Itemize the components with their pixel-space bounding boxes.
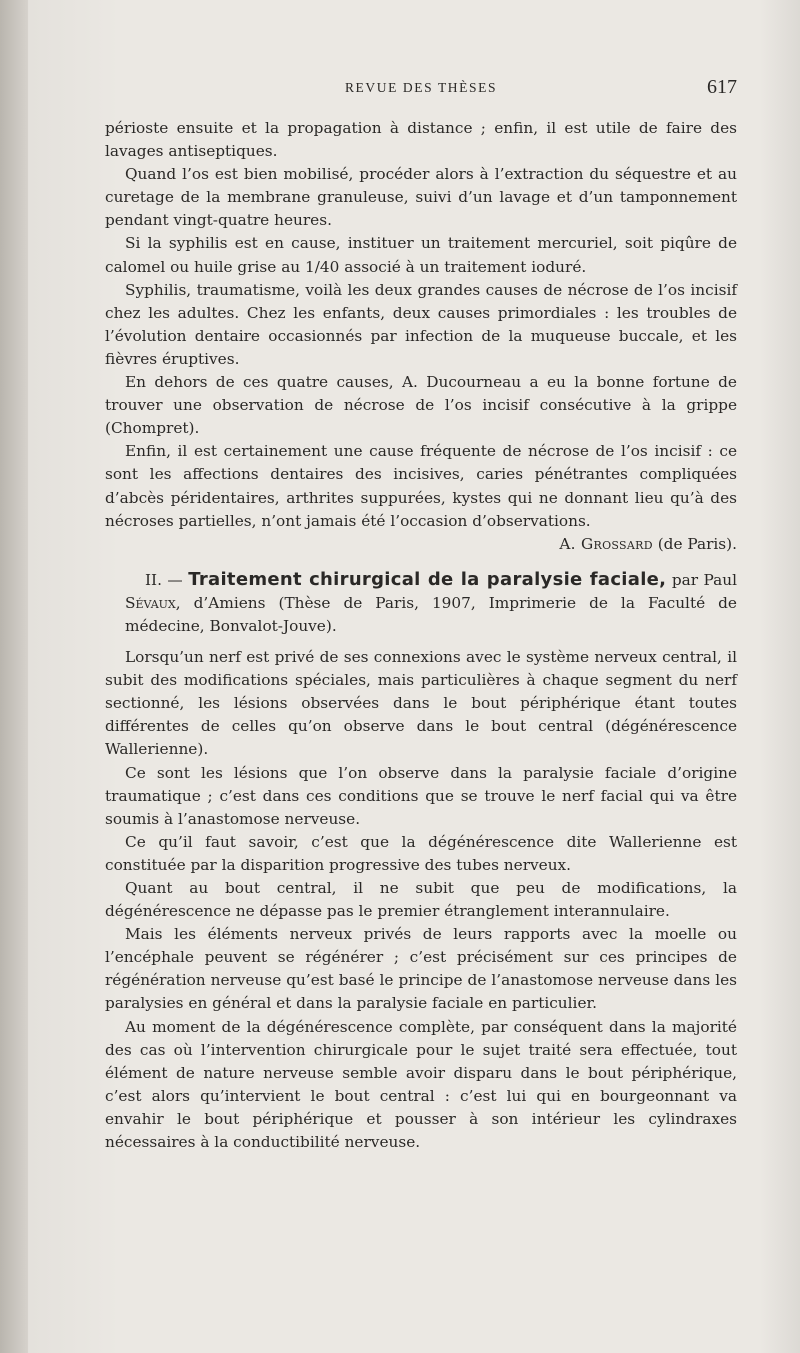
section-author: Sévaux [125, 593, 176, 612]
section-entry [105, 568, 737, 638]
paragraph: Quant au bout central, il ne subit que peu de modifications, la dégénérescence ne dépasse pas le premier étranglement interannulaire. [105, 879, 737, 921]
section-details: , d’Amiens (Thèse de Paris, 1907, Imprimerie de la Faculté de médecine, Bonvalot-Jouve). [125, 593, 737, 635]
paragraph-continued: périoste ensuite et la propagation à distance ; enfin, il est utile de faire des lavages antiseptiques. [105, 119, 737, 161]
paragraph: Ce sont les lésions que l’on observe dans la paralysie faciale d’origine traumatique ; c’est dans ces conditions que se trouve le nerf facial qui va être soumis à l’anastomose nerveuse. [105, 763, 737, 828]
paragraph: Syphilis, traumatisme, voilà les deux grandes causes de nécrose de l’os incisif chez les adultes. Chez les enfants, deux causes primordiales : les troubles de l’évolution dentaire occasionnés par infection de la muqueuse buccale, et les fièvres éruptives. [105, 280, 737, 368]
section-number: II. — [145, 570, 183, 589]
paragraph: Ce qu’il faut savoir, c’est que la dégénérescence dite Wallerienne est constituée par la disparition progressive des tubes nerveux. [105, 832, 737, 874]
paragraph: Enfin, il est certainement une cause fréquente de nécrose de l’os incisif : ce sont les affections dentaires des incisives, caries pénétrantes compliquées d’abcès péridentaires, arthrites suppurées, kystes qui ne donnant lieu qu’à des nécroses partielles, n’ont jamais été l’occasion d’observations. [105, 442, 737, 530]
section-by: par Paul [671, 570, 737, 589]
body-text [105, 117, 737, 1154]
section-title: Traitement chirurgical de la paralysie faciale, [188, 568, 667, 590]
paragraph: Si la syphilis est en cause, instituer un traitement mercuriel, soit piqûre de calomel ou huile grise au 1/40 associé à un traitement ioduré. [105, 234, 737, 276]
section-heading [105, 568, 737, 638]
signature-author: A. Grossard [559, 534, 653, 553]
paragraph: Lorsqu’un nerf est privé de ses connexions avec le système nerveux central, il subit des modifications spéciales, mais particulières à chaque segment du nerf sectionné, les lésions observées dans le bout périphérique étant toutes différentes de celles qu’on observe dans le bout central (dégénérescence Wallerienne). [105, 648, 737, 759]
review-signature [105, 533, 737, 556]
page-number: 617 [707, 76, 737, 98]
paragraph: En dehors de ces quatre causes, A. Ducourneau a eu la bonne fortune de trouver une observation de nécrose de l’os incisif consécutive à la grippe (Chompret). [105, 373, 737, 438]
signature-place: (de Paris). [657, 534, 737, 553]
paragraph: Quand l’os est bien mobilisé, procéder alors à l’extraction du séquestre et au curetage de la membrane granuleuse, suivi d’un lavage et d’un tamponnement pendant vingt-quatre heures. [105, 165, 737, 230]
running-title: REVUE DES THÈSES [344, 80, 498, 95]
paragraph: Au moment de la dégénérescence complète, par conséquent dans la majorité des cas où l’intervention chirurgicale pour le sujet traité sera effectuée, tout élément de nature nerveuse semble avoir disparu dans le bout périphérique, c’est alors qu’intervient le bout central : c’est lui qui en bourgeonnant va envahir le bout périphérique et pousser à son intérieur les cylindraxes nécessaires à la conductibilité nerveuse. [105, 1017, 737, 1152]
book-spine-shadow [0, 0, 28, 1353]
paragraph: Mais les éléments nerveux privés de leurs rapports avec la moelle ou l’encéphale peuvent se régénérer ; c’est précisément sur ces principes de régénération nerveuse qu’est basé le principe de l’anastomose nerveuse dans les paralysies en général et dans la paralysie faciale en particulier. [105, 925, 737, 1013]
page-header [105, 76, 737, 106]
